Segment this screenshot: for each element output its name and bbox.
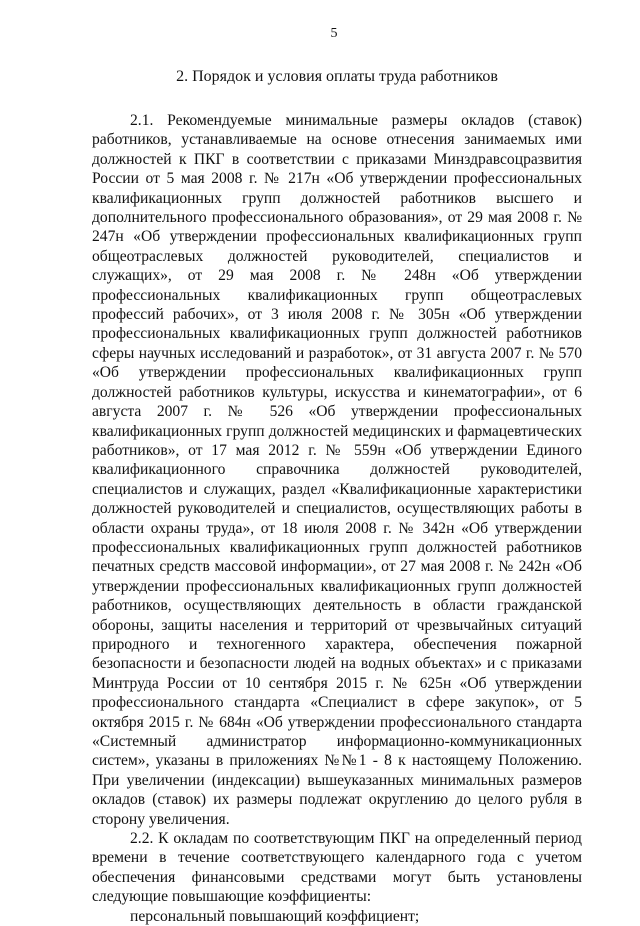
paragraph-2-2: 2.2. К окладам по соответствующим ПКГ на определенный период времени в течение соответствующего календарного года с учетом обеспечения финансовыми средствами могут быть установлены следующие повышающие коэффициенты: [92,830,582,906]
section-title: 2. Порядок и условия оплаты труда работников [176,68,498,85]
list-item-personal-coefficient: персональный повышающий коэффициент; [130,907,420,925]
paragraph-2-1: 2.1. Рекомендуемые минимальные размеры окладов (ставок) работников, устанавливаемые на основе отнесения занимаемых ими должностей к ПКГ в соответствии с приказами Минздравсоцразвития России от 5 мая 2008 г. № 217н «Об утверждении профессиональных квалификационных групп должностей работников высшего и дополнительного профессионального образования», от 29 мая 2008 г. № 247н «Об утверждении профессиональных квалификационных групп общеотраслевых должностей руководителей, специалистов и служащих», от 29 мая 2008 г. № 248н «Об утверждении профессиональных квалификационных групп общеотраслевых профессий рабочих», от 3 июля 2008 г. № 305н «Об утверждении профессиональных квалификационных групп должностей работников сферы научных исследований и разработок», от 31 августа 2007 г. № 570 «Об утверждении профессиональных квалификационных групп должностей работников культуры, искусства и кинематографии», от 6 августа 2007 г. № 526 «Об утверждении профессиональных квалификационных групп должностей медицинских и фармацевтических работников», от 17 мая 2012 г. № 559н «Об утверждении Единого квалификационного справочника должностей руководителей, специалистов и служащих, раздел «Квалификационные характеристики должностей руководителей и специалистов, осуществляющих работы в области охраны труда», от 18 июля 2008 г. № 342н «Об утверждении профессиональных квалификационных групп должностей работников печатных средств массовой информации», от 27 мая 2008 г. № 242н «Об утверждении профессиональных квалификационных групп должностей работников, осуществляющих деятельность в области гражданской обороны, защиты населения и территорий от чрезвычайных ситуаций природного и техногенного характера, обеспечения пожарной безопасности и безопасности людей на водных объектах» и с приказами Минтруда России от 10 сентября 2015 г. № 625н «Об утверждении профессионального стандарта «Специалист в сфере закупок», от 5 октября 2015 г. № 684н «Об утверждении профессионального стандарта «Системный администратор информационно-коммуникационных систем», указаны в приложениях №№1 - 8 к настоящему Положению. При увеличении (индексации) вышеуказанных минимальных размеров окладов (ставок) их размеры подлежат округлению до целого рубля в сторону увеличения. [92,112,582,828]
document-body [92,111,582,926]
page-number: 5 [330,26,338,41]
